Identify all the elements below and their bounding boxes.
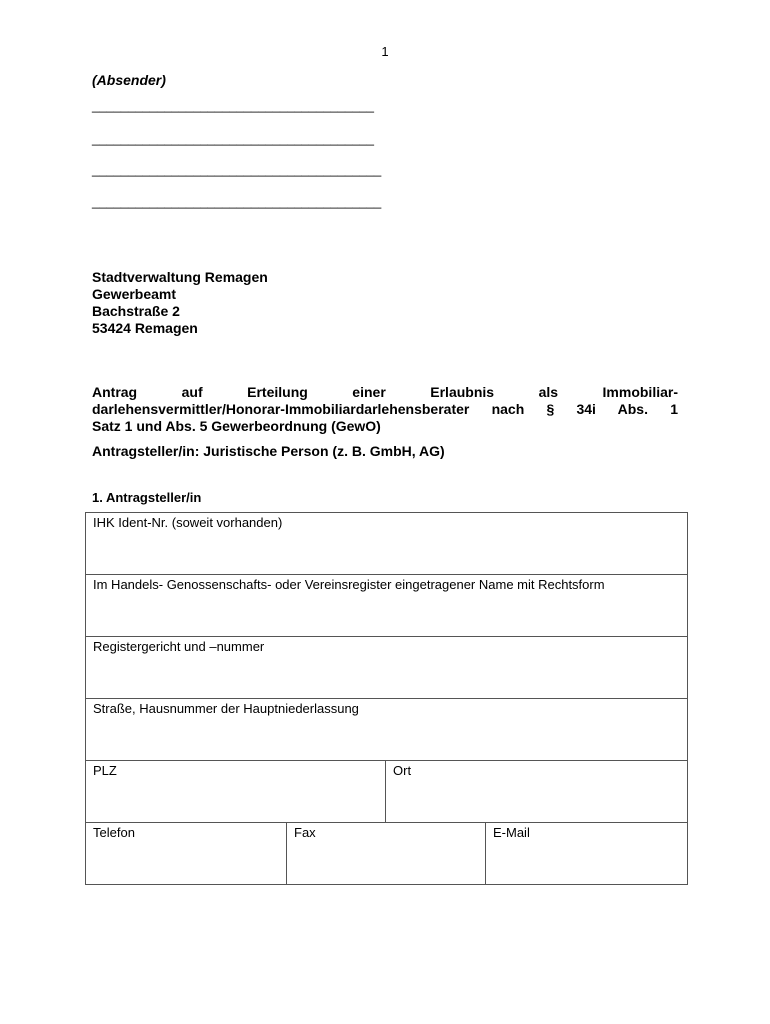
fax-label: Fax bbox=[294, 825, 316, 840]
street-input[interactable] bbox=[93, 722, 680, 742]
telefon-input[interactable] bbox=[93, 846, 279, 866]
recipient-line-4: 53424 Remagen bbox=[92, 320, 198, 336]
sender-label: (Absender) bbox=[92, 72, 166, 88]
applicant-form-table bbox=[85, 512, 688, 885]
ort-input[interactable] bbox=[393, 784, 680, 804]
email-field[interactable] bbox=[486, 823, 688, 885]
street-label: Straße, Hausnummer der Hauptniederlassung bbox=[93, 701, 359, 716]
ihk-ident-label: IHK Ident-Nr. (soweit vorhanden) bbox=[93, 515, 283, 530]
section-heading: 1. Antragsteller/in bbox=[92, 490, 202, 505]
recipient-line-2: Gewerbeamt bbox=[92, 286, 177, 302]
ihk-ident-field[interactable] bbox=[86, 513, 688, 575]
title-line-3: Satz 1 und Abs. 5 Gewerbeordnung (GewO) bbox=[92, 418, 381, 434]
title-line-1: Antrag auf Erteilung einer Erlaubnis als Immobiliar- bbox=[92, 384, 678, 400]
telefon-field[interactable] bbox=[86, 823, 287, 885]
email-input[interactable] bbox=[493, 846, 680, 866]
ort-field[interactable] bbox=[386, 761, 688, 823]
street-field[interactable] bbox=[86, 699, 688, 761]
sender-line-3[interactable]: ________________________________________ bbox=[92, 162, 382, 177]
document-title bbox=[92, 384, 678, 435]
sender-line-4[interactable]: ________________________________________ bbox=[92, 194, 382, 209]
register-court-label: Registergericht und –nummer bbox=[93, 639, 265, 654]
register-court-field[interactable] bbox=[86, 637, 688, 699]
recipient-line-1: Stadtverwaltung Remagen bbox=[92, 269, 268, 285]
fax-input[interactable] bbox=[294, 846, 478, 866]
plz-field[interactable] bbox=[86, 761, 386, 823]
register-name-input[interactable] bbox=[93, 598, 680, 618]
recipient-line-3: Bachstraße 2 bbox=[92, 303, 180, 319]
ort-label: Ort bbox=[393, 763, 412, 778]
page-number: 1 bbox=[381, 44, 389, 59]
sender-line-1[interactable]: _______________________________________ bbox=[92, 98, 374, 113]
recipient-address bbox=[92, 269, 268, 337]
email-label: E-Mail bbox=[493, 825, 530, 840]
fax-field[interactable] bbox=[287, 823, 486, 885]
title-line-2: darlehensvermittler/Honorar-Immobiliardarlehensberater nach § 34i Abs. 1 bbox=[92, 401, 678, 417]
register-name-label: Im Handels- Genossenschafts- oder Vereinsregister eingetragener Name mit Rechtsform bbox=[93, 577, 605, 592]
plz-label: PLZ bbox=[93, 763, 117, 778]
ihk-ident-input[interactable] bbox=[93, 536, 680, 556]
register-court-input[interactable] bbox=[93, 660, 680, 680]
telefon-label: Telefon bbox=[93, 825, 135, 840]
register-name-field[interactable] bbox=[86, 575, 688, 637]
applicant-type: Antragsteller/in: Juristische Person (z. B. GmbH, AG) bbox=[92, 443, 445, 459]
plz-input[interactable] bbox=[93, 784, 378, 804]
sender-line-2[interactable]: _______________________________________ bbox=[92, 131, 374, 146]
